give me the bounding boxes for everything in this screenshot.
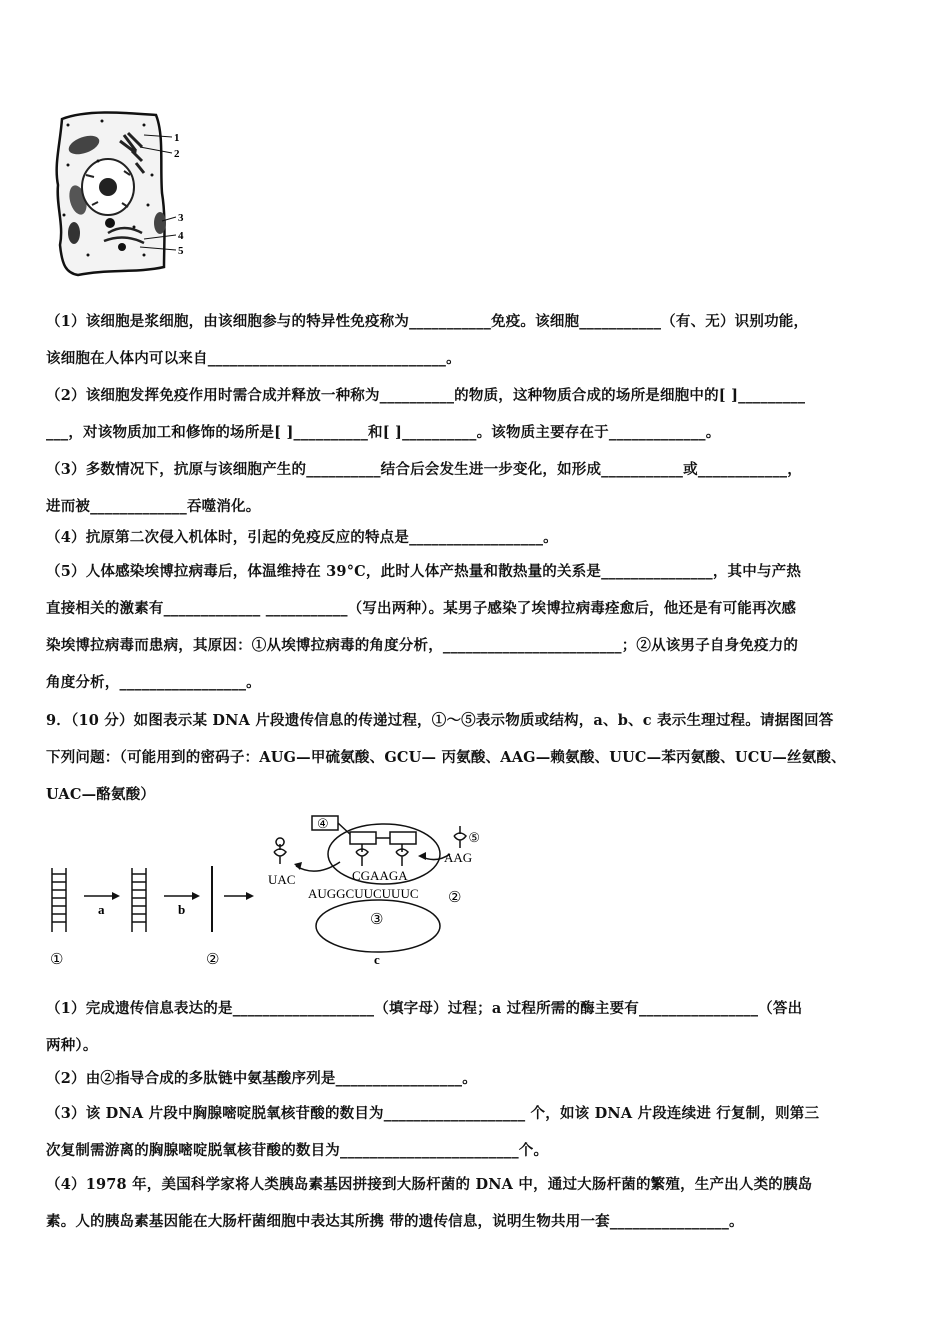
dna-double-strand: [52, 868, 66, 932]
q9-part4: [46, 1166, 908, 1240]
text-line: （1）该细胞是浆细胞，由该细胞参与的特异性免疫称为___________免疫。该细胞___________（有、无）识别功能，: [46, 313, 809, 330]
text-line: （3）多数情况下，抗原与该细胞产生的__________结合后会发生进一步变化，如形成___________或____________，: [46, 461, 802, 478]
label-circle-5: ⑤: [468, 830, 480, 845]
q8-part2: [46, 377, 908, 451]
q9-part3: [46, 1095, 908, 1169]
anticodon-sequence: CGAAGA: [352, 868, 408, 883]
trna-anticodon-uac: UAC: [268, 872, 296, 887]
q9-part2: [46, 1060, 908, 1097]
figure-label-5: 5: [178, 245, 184, 257]
arrow-b-label: b: [178, 902, 186, 917]
text-line: （2）由②指导合成的多肽链中氨基酸序列是_________________。: [46, 1070, 477, 1087]
label-circle-3: ③: [370, 912, 384, 928]
text-line: 角度分析，_________________。: [46, 674, 261, 691]
text-line: 下列问题：（可能用到的密码子：AUG—甲硫氨酸、GCU— 丙氨酸、AAG—赖氨酸、UUC—苯丙氨酸、UCU—丝氨酸、: [46, 749, 846, 766]
figure-label-3: 3: [178, 212, 184, 224]
q9-part1: [46, 990, 908, 1064]
q8-part1: [46, 303, 908, 377]
mrna-sequence: AUGGCUUCUUUC: [308, 886, 419, 901]
text-line: 次复制需游离的胸腺嘧啶脱氧核苷酸的数目为________________________个。: [46, 1142, 549, 1159]
text-line: （1）完成遗传信息表达的是___________________（填字母）过程；a 过程所需的酶主要有________________（答出: [46, 1000, 803, 1017]
text-line: ___，对该物质加工和修饰的场所是[ ]__________和[ ]__________。该物质主要存在于_____________。: [46, 424, 721, 441]
label-circle-2-mrna: ②: [448, 890, 462, 906]
text-line: 素。人的胰岛素基因能在大肠杆菌细胞中表达其所携 带的遗传信息，说明生物共用一套________________。: [46, 1213, 744, 1230]
figure-label-1: 1: [174, 132, 180, 144]
q9-stem: [46, 702, 908, 813]
plasma-cell-figure: [48, 105, 208, 280]
text-line: 染埃博拉病毒而患病，其原因：①从埃博拉病毒的角度分析，________________________；②从该男子自身免疫力的: [46, 637, 799, 654]
process-c-label: c: [374, 952, 380, 967]
text-line: （2）该细胞发挥免疫作用时需合成并释放一种称为__________的物质，这种物质合成的场所是细胞中的[ ]_________: [46, 387, 806, 404]
figure-label-4: 4: [178, 230, 184, 242]
label-circle-1: ①: [50, 952, 64, 968]
text-line: 9．（10 分）如图表示某 DNA 片段遗传信息的传递过程，①～⑤表示物质或结构，a、b、c 表示生理过程。请据图回答: [46, 712, 834, 729]
trna-anticodon-aag: AAG: [444, 850, 473, 865]
text-line: 直接相关的激素有_____________ ___________（写出两种）。某男子感染了埃博拉病毒痊愈后，他还是有可能再次感: [46, 600, 797, 617]
dna-double-strand-copy: [132, 868, 146, 932]
figure-label-2: 2: [174, 148, 180, 160]
text-line: 进而被_____________吞噬消化。: [46, 498, 261, 515]
label-circle-2: ②: [206, 952, 220, 968]
arrow-a-label: a: [98, 902, 105, 917]
q8-part5: [46, 553, 908, 701]
text-line: （5）人体感染埃博拉病毒后，体温维持在 39°C，此时人体产热量和散热量的关系是_______________，其中与产热: [46, 563, 802, 580]
q8-part3: [46, 451, 908, 525]
text-line: 该细胞在人体内可以来自________________________________。: [46, 350, 461, 367]
text-line: （3）该 DNA 片段中胸腺嘧啶脱氧核苷酸的数目为___________________ 个，如该 DNA 片段连续进 行复制，则第三: [46, 1105, 820, 1122]
q8-part4: [46, 519, 908, 556]
gene-expression-figure: [40, 812, 480, 982]
label-circle-4: ④: [317, 816, 329, 831]
text-line: 两种）。: [46, 1037, 98, 1054]
text-line: （4）1978 年，美国科学家将人类胰岛素基因拼接到大肠杆菌的 DNA 中，通过大肠杆菌的繁殖，生产出人类的胰岛: [46, 1176, 813, 1193]
text-line: （4）抗原第二次侵入机体时，引起的免疫反应的特点是__________________。: [46, 529, 558, 546]
text-line: UAC—酪氨酸）: [46, 786, 156, 803]
